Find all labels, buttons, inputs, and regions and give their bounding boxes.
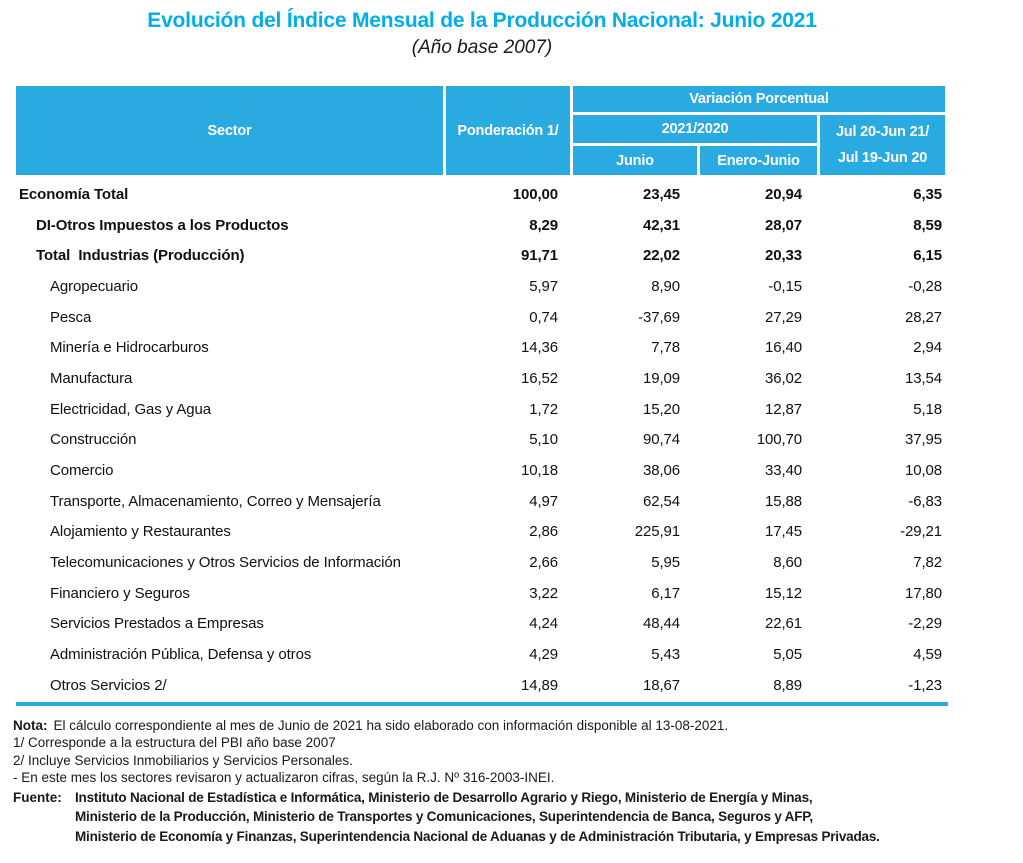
annual-value: -0,28 <box>908 277 942 295</box>
ponderacion-value: 14,89 <box>520 676 558 694</box>
enero-junio-value: 27,29 <box>764 308 802 326</box>
table-row <box>16 332 948 363</box>
source-line: Instituto Nacional de Estadística e Informática, Ministerio de Desarrollo Agrario y Riego, Ministerio de Energía y Minas, <box>75 789 813 805</box>
table-row <box>16 517 948 548</box>
enero-junio-value: 36,02 <box>764 369 802 387</box>
ponderacion-value: 4,97 <box>529 492 558 510</box>
sector-cell: Agropecuario <box>50 277 139 295</box>
junio-value: 18,67 <box>642 676 680 694</box>
annual-value: 6,35 <box>913 185 942 203</box>
header-variacion-porcentual: Variación Porcentual <box>573 86 945 112</box>
enero-junio-value: 8,89 <box>773 676 802 694</box>
junio-value: 38,06 <box>642 462 680 480</box>
junio-value: 7,78 <box>651 339 680 357</box>
table-row <box>16 179 948 210</box>
source-block <box>13 788 948 847</box>
junio-value: 5,95 <box>651 554 680 572</box>
enero-junio-value: -0,15 <box>768 277 802 295</box>
notes-block <box>13 717 948 847</box>
ponderacion-value: 3,22 <box>529 584 558 602</box>
junio-value: 22,02 <box>642 247 680 265</box>
table-row <box>16 394 948 425</box>
ponderacion-value: 4,29 <box>529 646 558 664</box>
annual-value: -2,29 <box>908 615 942 633</box>
page-title: Evolución del Índice Mensual de la Producción Nacional: Junio 2021 <box>147 9 817 32</box>
junio-value: 23,45 <box>642 185 680 203</box>
source-line: Ministerio de Economía y Finanzas, Superintendencia Nacional de Aduanas y de Administración Tributaria, y Empresas Privadas. <box>75 828 880 844</box>
junio-value: 19,09 <box>642 369 680 387</box>
table-row <box>16 271 948 302</box>
annual-value: 5,18 <box>913 400 942 418</box>
note-nota <box>13 717 948 735</box>
header-junio: Junio <box>573 146 697 175</box>
sector-cell: Transporte, Almacenamiento, Correo y Mensajería <box>50 492 381 510</box>
junio-value: 48,44 <box>642 615 680 633</box>
ponderacion-value: 4,24 <box>529 615 558 633</box>
annual-value: 4,59 <box>913 646 942 664</box>
sector-cell: Minería e Hidrocarburos <box>50 339 209 357</box>
page-subtitle: (Año base 2007) <box>411 37 553 58</box>
enero-junio-value: 100,70 <box>756 431 802 449</box>
source-line: Ministerio de la Producción, Ministerio de Transportes y Comunicaciones, Superintendencia de Banca, Seguros y AFP, <box>75 809 813 825</box>
report-content <box>13 0 948 846</box>
annual-value: -6,83 <box>908 492 942 510</box>
table-header <box>16 86 948 175</box>
header-2021-2020: 2021/2020 <box>573 115 817 143</box>
ponderacion-value: 5,97 <box>529 277 558 295</box>
sector-cell: Administración Pública, Defensa y otros <box>50 646 312 664</box>
enero-junio-value: 28,07 <box>764 216 802 234</box>
table-row <box>16 578 948 609</box>
annual-value: 8,59 <box>913 216 942 234</box>
note-nota-text: El cálculo correspondiente al mes de Junio de 2021 ha sido elaborado con información disponible al 13-08-2021. <box>53 717 729 733</box>
ponderacion-value: 5,10 <box>529 431 558 449</box>
junio-value: 62,54 <box>642 492 680 510</box>
ponderacion-value: 100,00 <box>512 185 558 203</box>
note-3: - En este mes los sectores revisaron y actualizaron cifras, según la R.J. Nº 316-2003-INEI. <box>13 770 555 786</box>
sector-cell: Total Industrias (Producción) <box>36 247 245 265</box>
note-2: 2/ Incluye Servicios Inmobiliarios y Servicios Personales. <box>13 752 353 768</box>
enero-junio-value: 17,45 <box>764 523 802 541</box>
enero-junio-value: 8,60 <box>773 554 802 572</box>
junio-value: -37,69 <box>638 308 680 326</box>
annual-value: 7,82 <box>913 554 942 572</box>
note-1: 1/ Corresponde a la estructura del PBI año base 2007 <box>13 735 336 751</box>
table-row <box>16 547 948 578</box>
ponderacion-value: 16,52 <box>520 369 558 387</box>
annual-value: 6,15 <box>913 247 942 265</box>
table-row <box>16 670 948 701</box>
ponderacion-value: 0,74 <box>529 308 558 326</box>
enero-junio-value: 33,40 <box>764 462 802 480</box>
table-row <box>16 425 948 456</box>
ponderacion-value: 2,66 <box>529 554 558 572</box>
annual-value: 17,80 <box>904 584 942 602</box>
enero-junio-value: 22,61 <box>764 615 802 633</box>
header-annual-line2: Jul 19-Jun 20 <box>837 149 928 166</box>
annual-value: 2,94 <box>913 339 942 357</box>
annual-value: 37,95 <box>904 431 942 449</box>
table-row <box>16 486 948 517</box>
annual-value: 13,54 <box>904 369 942 387</box>
ponderacion-value: 91,71 <box>520 247 558 265</box>
header-enero-junio: Enero-Junio <box>700 146 817 175</box>
sector-cell: Pesca <box>50 308 92 326</box>
junio-value: 225,91 <box>634 523 680 541</box>
ponderacion-value: 2,86 <box>529 523 558 541</box>
enero-junio-value: 20,33 <box>764 247 802 265</box>
sector-cell: Comercio <box>50 462 114 480</box>
ponderacion-value: 1,72 <box>529 400 558 418</box>
sector-cell: Financiero y Seguros <box>50 584 190 602</box>
source-label: Fuente: <box>13 789 62 805</box>
header-ponderacion: Ponderación 1/ <box>446 86 570 175</box>
enero-junio-value: 12,87 <box>764 400 802 418</box>
sector-cell: Electricidad, Gas y Agua <box>50 400 212 418</box>
header-annual-period <box>820 115 945 175</box>
table-row <box>16 302 948 333</box>
ponderacion-value: 10,18 <box>520 462 558 480</box>
sector-cell: Economía Total <box>19 185 129 203</box>
table-row <box>16 240 948 271</box>
annual-value: -29,21 <box>900 523 942 541</box>
sector-cell: Telecomunicaciones y Otros Servicios de Información <box>50 554 401 572</box>
annual-value: 28,27 <box>904 308 942 326</box>
note-nota-label: Nota: <box>13 717 48 733</box>
sector-cell: Construcción <box>50 431 137 449</box>
annual-value: 10,08 <box>904 462 942 480</box>
sector-cell: Alojamiento y Restaurantes <box>50 523 231 541</box>
junio-value: 42,31 <box>642 216 680 234</box>
table-row <box>16 455 948 486</box>
junio-value: 5,43 <box>651 646 680 664</box>
header-annual-line1: Jul 20-Jun 21/ <box>835 124 930 141</box>
enero-junio-value: 20,94 <box>764 185 802 203</box>
junio-value: 8,90 <box>651 277 680 295</box>
junio-value: 6,17 <box>651 584 680 602</box>
ponderacion-value: 14,36 <box>520 339 558 357</box>
table-row <box>16 210 948 241</box>
sector-cell: DI-Otros Impuestos a los Productos <box>36 216 289 234</box>
table-bottom-rule <box>16 702 948 706</box>
enero-junio-value: 5,05 <box>773 646 802 664</box>
source-lines <box>75 788 880 847</box>
sector-cell: Manufactura <box>50 369 133 387</box>
table-row <box>16 363 948 394</box>
table-row <box>16 639 948 670</box>
sector-cell: Servicios Prestados a Empresas <box>50 615 264 633</box>
enero-junio-value: 15,88 <box>764 492 802 510</box>
sector-cell: Otros Servicios 2/ <box>50 676 167 694</box>
table-body <box>16 179 948 701</box>
junio-value: 90,74 <box>642 431 680 449</box>
table-row <box>16 609 948 640</box>
junio-value: 15,20 <box>642 400 680 418</box>
enero-junio-value: 15,12 <box>764 584 802 602</box>
header-sector: Sector <box>16 86 443 175</box>
enero-junio-value: 16,40 <box>764 339 802 357</box>
ponderacion-value: 8,29 <box>529 216 558 234</box>
annual-value: -1,23 <box>908 676 942 694</box>
